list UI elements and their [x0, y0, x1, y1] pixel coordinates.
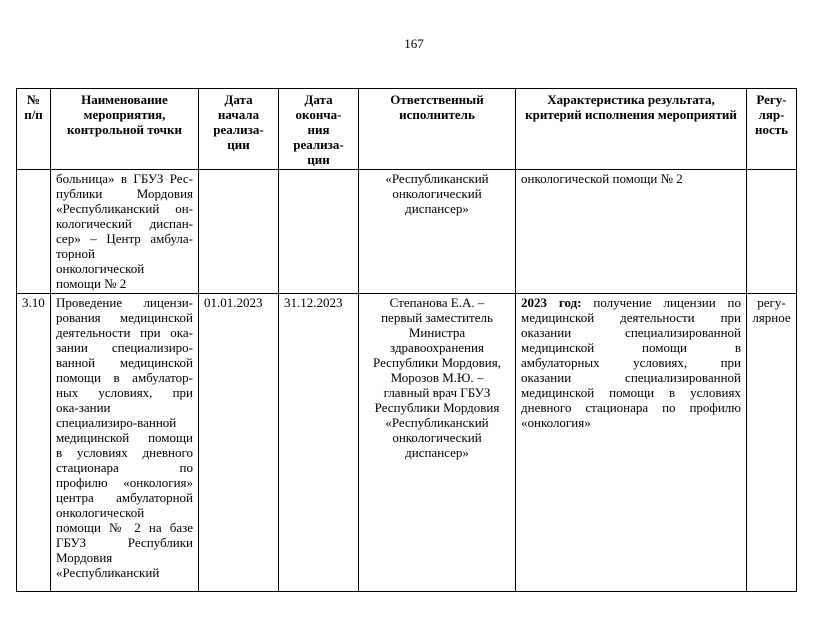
row-end-date: 31.12.2023 — [279, 294, 359, 592]
header-number: № п/п — [17, 89, 51, 170]
cont-start-cell — [199, 170, 279, 294]
header-responsible: Ответственный исполнитель — [359, 89, 516, 170]
page-number: 167 — [404, 36, 424, 51]
row-name-cell: Проведение лицензи- рования медицинской деятельности при ока- зании специализиро- ванной медицинской помощи в амбулатор- ных условиях, при ока-зании специализиро-ванной медицинской помощи в условиях дневного стационара по профилю «онкология» центра амбулаторной онкологической помощи № 2 на базе ГБУЗ Республики Мордовия «Республиканский — [51, 294, 199, 592]
row-start-date: 01.01.2023 — [199, 294, 279, 592]
measures-table — [16, 88, 797, 592]
row-number: 3.10 — [17, 294, 51, 592]
header-regularity: Регу- ляр- ность — [747, 89, 797, 170]
header-end-date: Дата оконча- ния реализа- ции — [279, 89, 359, 170]
cont-result-cell: онкологической помощи № 2 — [516, 170, 747, 294]
row-result-cell: 2023 год: получение лицензии по медицинской деятельности при оказании специализированной медицинской помощи в амбулаторных условиях, при оказании специализированной медицинской помощи в условиях дневного стационара по профилю «онкология» — [516, 294, 747, 592]
cont-number-cell — [17, 170, 51, 294]
header-result: Характеристика результата, критерий исполнения мероприятий — [516, 89, 747, 170]
result-first-line: 2023 год: получение лицензии по — [521, 295, 741, 310]
table-header-row — [17, 89, 797, 170]
row-responsible-cell: Степанова Е.А. – первый заместитель Министра здравоохранения Республики Мордовия, Морозов М.Ю. – главный врач ГБУЗ Республики Мордовия «Республиканский онкологический диспансер» — [359, 294, 516, 592]
table-row-3-10 — [17, 294, 797, 592]
cont-regularity-cell — [747, 170, 797, 294]
result-year-label: 2023 год: — [521, 295, 582, 310]
cont-name-cell: больница» в ГБУЗ Рес- публики Мордовия «Республиканский он- кологический диспан- сер» – Центр амбула- торной онкологической помощи № 2 — [51, 170, 199, 294]
header-name: Наименование мероприятия, контрольной точки — [51, 89, 199, 170]
cont-responsible-cell: «Республиканский онкологический диспансер» — [359, 170, 516, 294]
row-regularity-cell: регу- лярное — [747, 294, 797, 592]
header-start-date: Дата начала реализа- ции — [199, 89, 279, 170]
cont-end-cell — [279, 170, 359, 294]
table-row-continuation — [17, 170, 797, 294]
